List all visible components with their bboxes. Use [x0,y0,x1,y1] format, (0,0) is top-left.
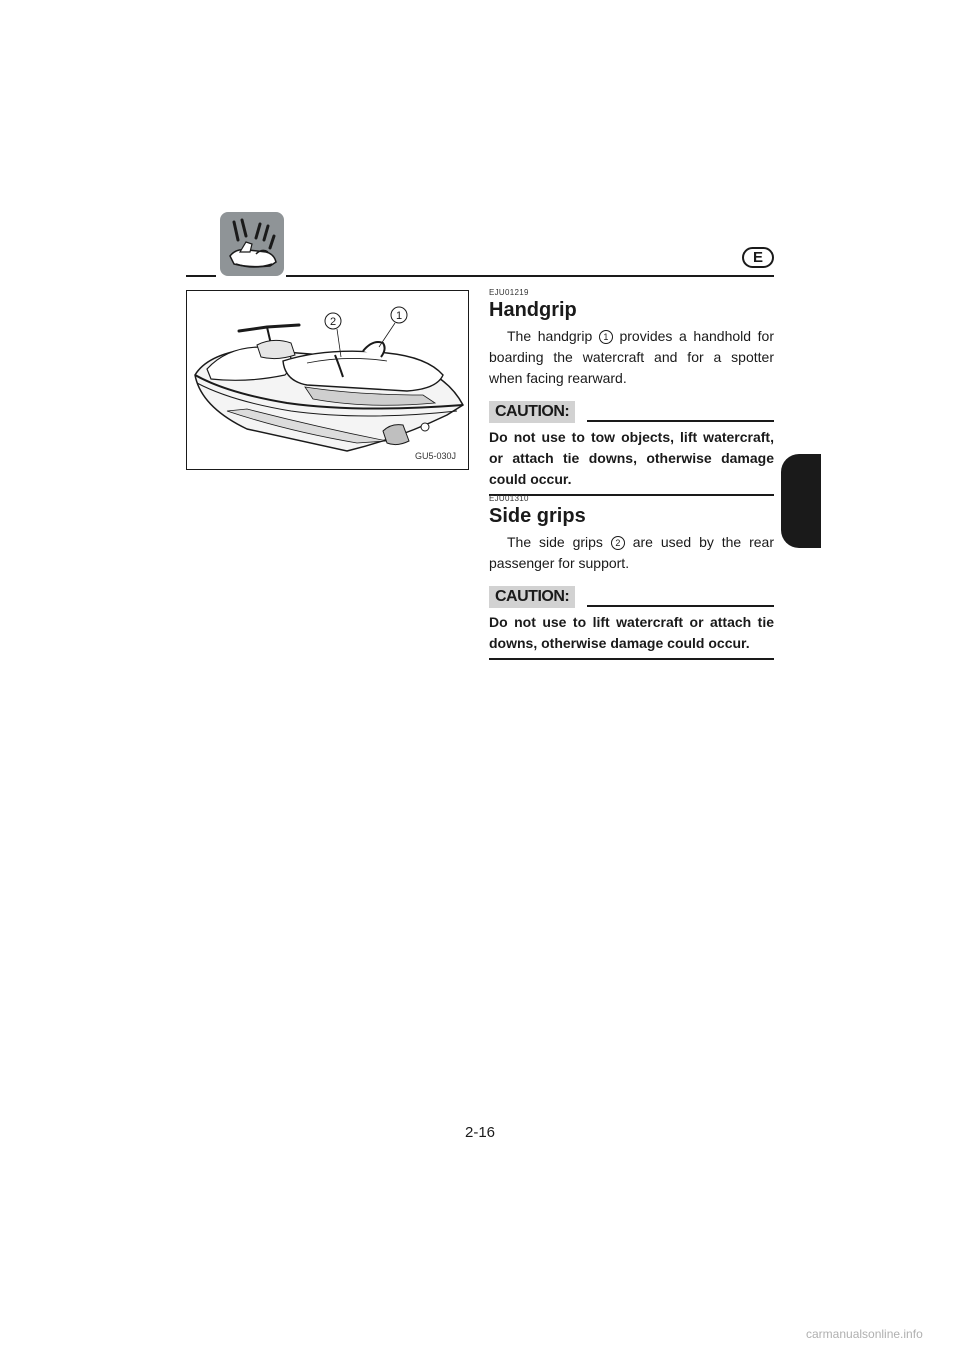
callout-1 [391,307,407,323]
caution-text: Do not use to tow objects, lift watercraft, or attach tie downs, otherwise damage could occur. [489,429,774,487]
svg-text:1: 1 [395,310,403,322]
caution-rule [587,420,774,422]
section-title: Handgrip [489,299,577,321]
chapter-side-tab [781,454,821,548]
caution-header [489,584,774,610]
body-text: are used by the rear passenger for support. [489,534,775,571]
section-ref-code: EJU01219 [489,288,529,297]
watercraft-illustration [187,291,470,471]
caution-rule [587,605,774,607]
body-text: The side grips [507,534,611,550]
language-badge: E [742,247,774,268]
header-rule-right [286,275,774,277]
caution-label: CAUTION: [489,401,575,423]
body-text: provides a handhold for boarding the watercraft and for a spotter when facing rearward. [489,328,774,386]
caution-header [489,399,774,425]
section-handgrip [489,288,774,496]
caution-label: CAUTION: [489,586,575,608]
section-ref-code: EJU01310 [489,494,529,503]
caution-text: Do not use to lift watercraft or attach tie downs, otherwise damage could occur. [489,614,774,651]
site-watermark: carmanualsonline.info [806,1327,923,1341]
callout-2 [325,313,341,329]
section-title: Side grips [489,505,586,527]
ref-number-1: 1 [599,330,613,344]
header-rule-left [186,275,216,277]
body-text: The handgrip [507,328,599,344]
caution-end-rule [489,658,774,660]
section-side-grips [489,494,774,660]
page-number: 2-16 [464,1124,496,1141]
section-body [489,326,774,389]
watercraft-chapter-icon [220,212,284,276]
figure-code: GU5-030J [414,451,456,461]
ref-number-2: 2 [611,536,625,550]
svg-text:2: 2 [329,316,337,328]
section-body [489,532,774,574]
watercraft-figure [186,290,469,470]
